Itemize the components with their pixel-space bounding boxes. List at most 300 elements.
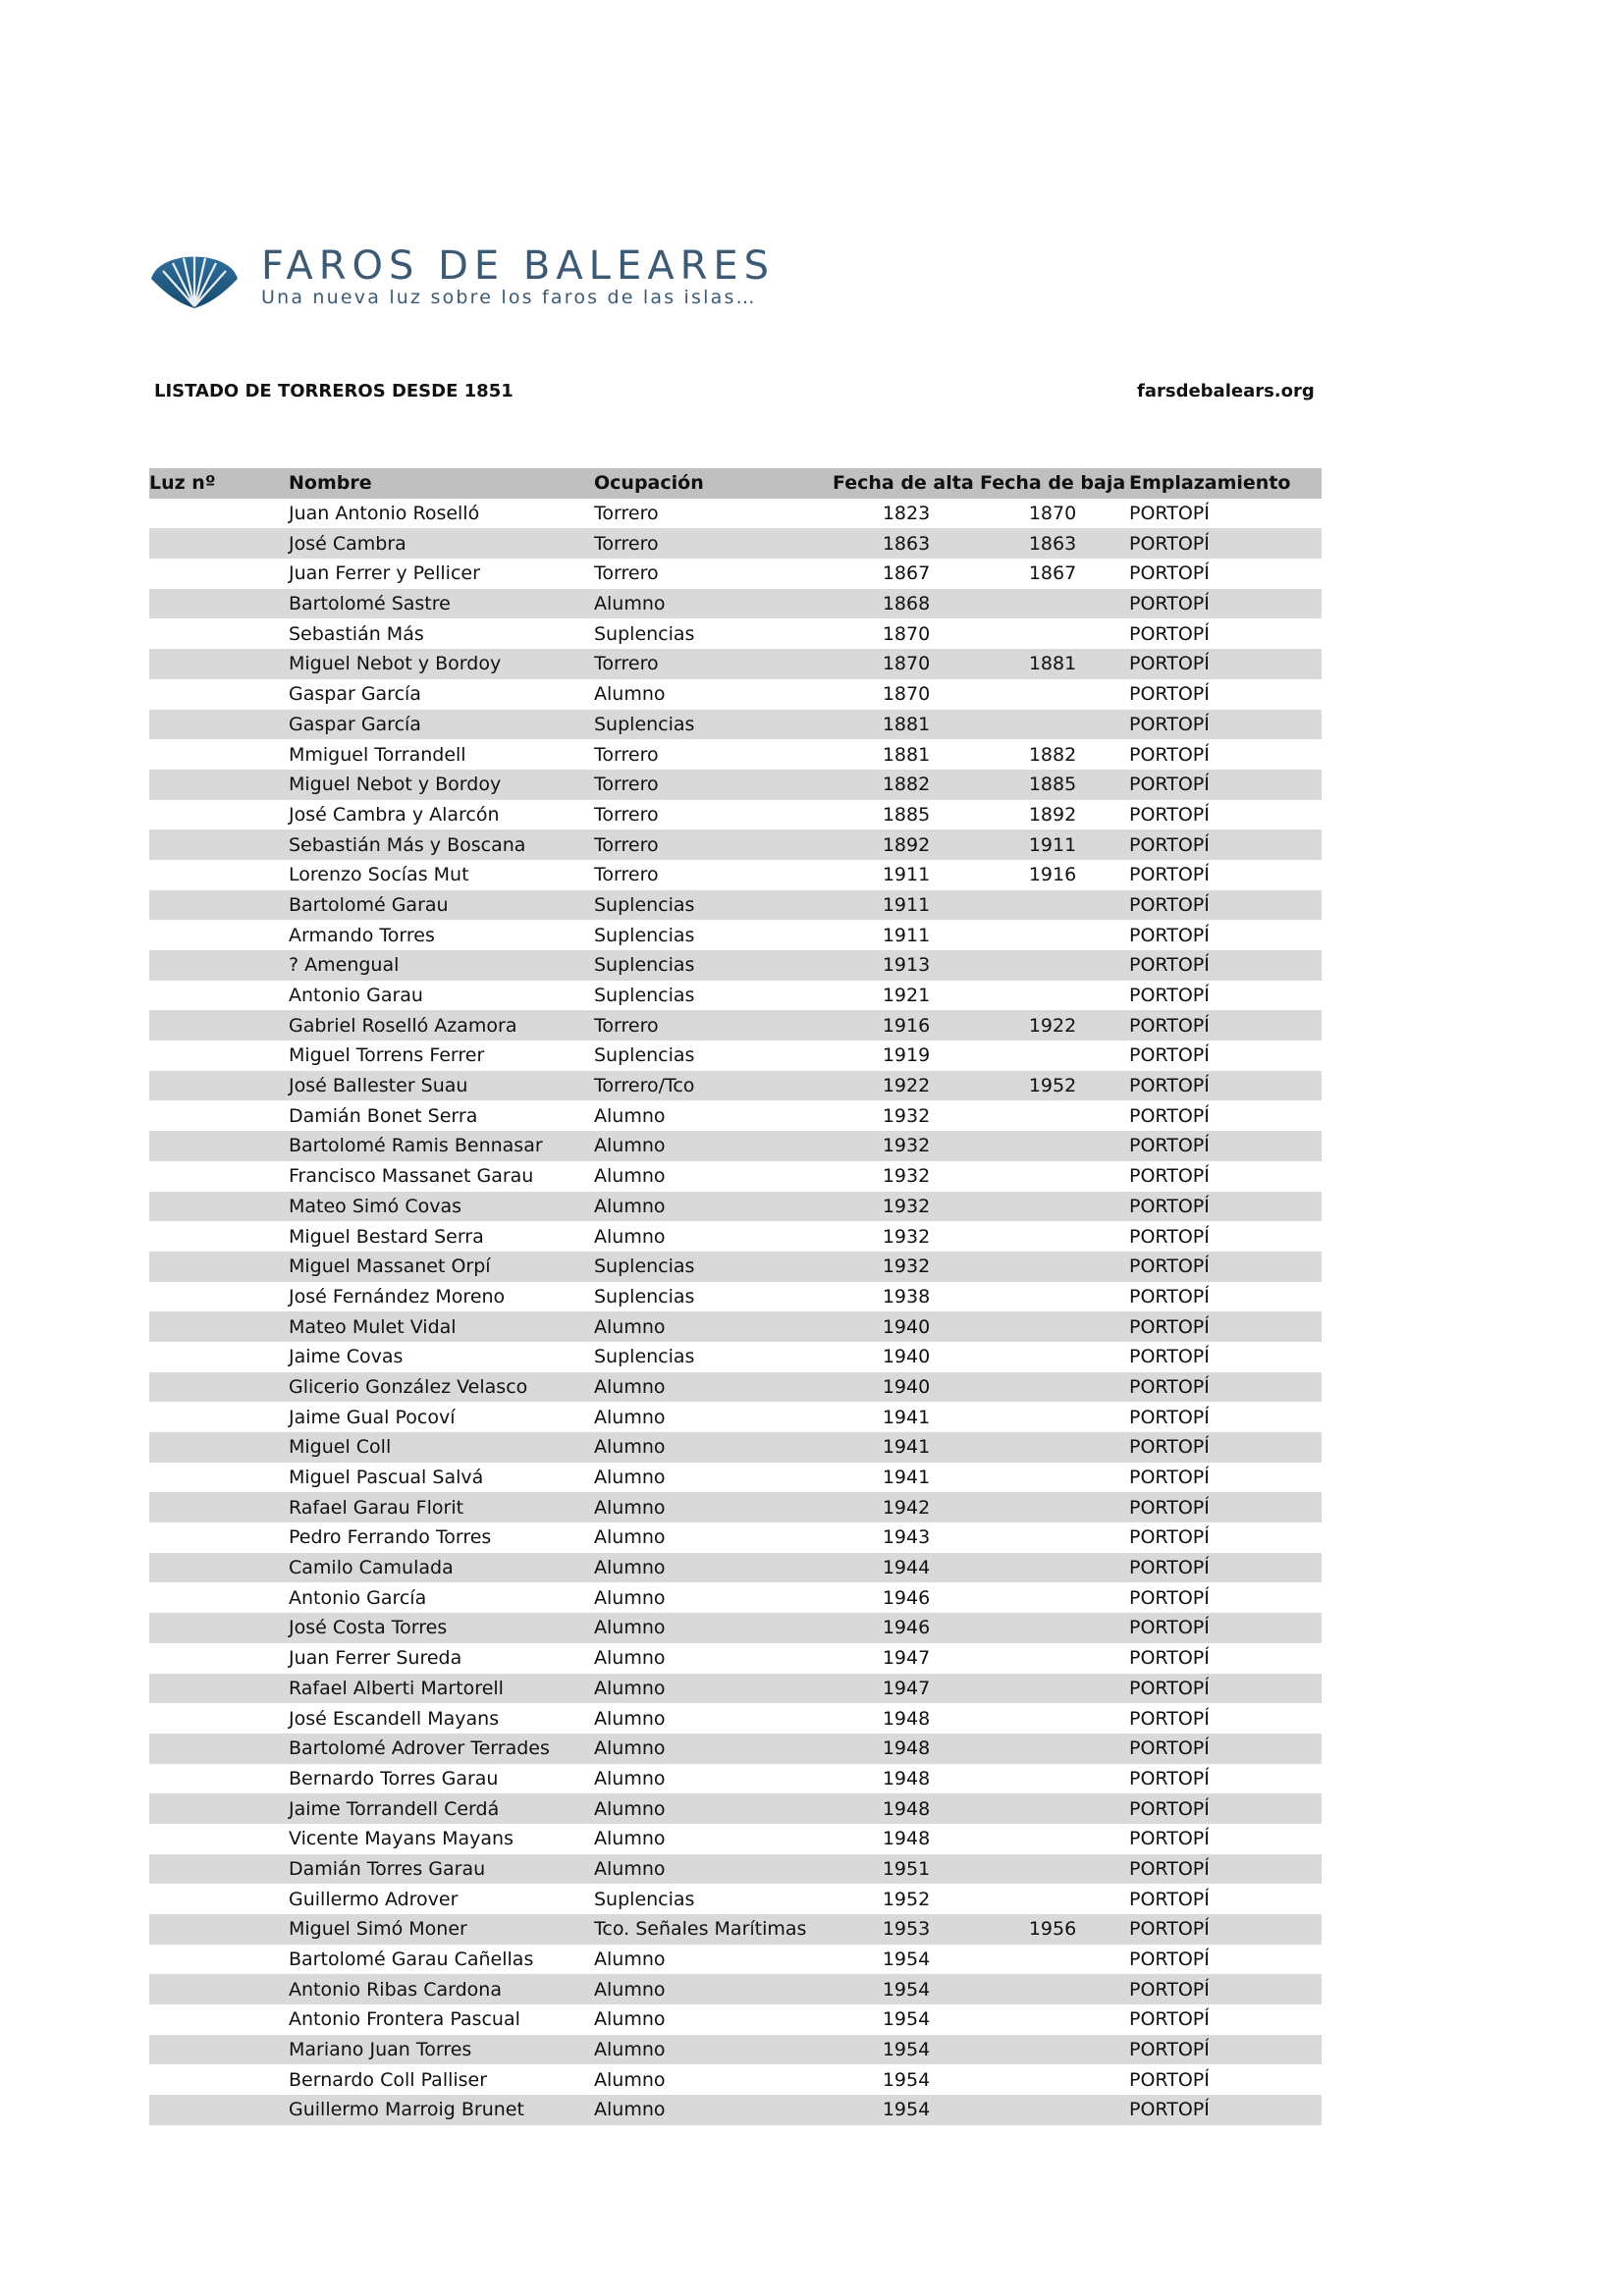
cell-ocupacion: Alumno [594,2099,666,2121]
cell-emplazamiento: PORTOPÍ [1129,1949,1210,1971]
table-row [149,1884,1322,1914]
cell-ocupacion: Alumno [594,2008,666,2031]
cell-ocupacion: Suplencias [594,954,695,977]
cell-nombre: Miguel Coll [289,1436,392,1459]
cell-fecha-alta: 1946 [882,1617,931,1639]
cell-ocupacion: Alumno [594,1978,666,2001]
cell-luz [149,829,285,860]
cell-ocupacion: Alumno [594,1526,666,1549]
table-body [149,499,1322,2125]
column-header-nombre: Nombre [289,472,372,495]
cell-nombre: Rafael Garau Florit [289,1496,464,1519]
cell-fecha-alta: 1941 [882,1436,931,1459]
cell-nombre: Antonio García [289,1586,427,1609]
cell-emplazamiento: PORTOPÍ [1129,593,1210,615]
cell-nombre: Gabriel Roselló Azamora [289,1014,517,1037]
cell-ocupacion: Alumno [594,1315,666,1338]
cell-ocupacion: Suplencias [594,893,695,916]
logo-tagline: Una nueva luz sobre los faros de las islas… [261,287,757,308]
cell-luz [149,1613,285,1643]
cell-nombre: Juan Ferrer Sureda [289,1647,462,1670]
cell-fecha-alta: 1870 [882,653,931,675]
table-row [149,1402,1322,1432]
cell-emplazamiento: PORTOPÍ [1129,1978,1210,2001]
cell-luz [149,1252,285,1282]
table-row [149,981,1322,1011]
cell-fecha-alta: 1941 [882,1467,931,1489]
cell-fecha-alta: 1954 [882,2008,931,2031]
table-row [149,2004,1322,2035]
cell-fecha-baja [980,1463,1125,1493]
table-row [149,1674,1322,1704]
cell-luz [149,739,285,770]
table-row [149,2064,1322,2095]
cell-ocupacion: Suplencias [594,622,695,645]
cell-fecha-baja [980,1613,1125,1643]
cell-emplazamiento: PORTOPÍ [1129,1617,1210,1639]
cell-nombre: Jaime Torrandell Cerdá [289,1797,500,1820]
cell-ocupacion: Alumno [594,1375,666,1398]
table-row [149,860,1322,890]
cell-ocupacion: Torrero [594,1014,659,1037]
cell-ocupacion: Alumno [594,683,666,706]
cell-fecha-baja [980,1282,1125,1312]
cell-emplazamiento: PORTOPÍ [1129,2039,1210,2061]
table-row [149,1311,1322,1342]
cell-ocupacion: Alumno [594,1586,666,1609]
cell-fecha-alta: 1881 [882,713,931,735]
cell-luz [149,890,285,921]
table-row [149,1221,1322,1252]
cell-luz [149,2004,285,2035]
cell-fecha-alta: 1932 [882,1225,931,1248]
cell-fecha-baja [980,1432,1125,1463]
cell-nombre: Rafael Alberti Martorell [289,1677,504,1699]
table-row [149,1492,1322,1522]
cell-emplazamiento: PORTOPÍ [1129,833,1210,856]
cell-fecha-alta: 1954 [882,2099,931,2121]
cell-nombre: José Costa Torres [289,1617,448,1639]
cell-fecha-alta: 1948 [882,1707,931,1730]
cell-emplazamiento: PORTOPÍ [1129,532,1210,555]
cell-luz [149,2095,285,2125]
cell-fecha-baja [980,1793,1125,1824]
cell-fecha-baja [980,1492,1125,1522]
cell-luz [149,1914,285,1945]
cell-emplazamiento: PORTOPÍ [1129,1737,1210,1760]
cell-fecha-baja [980,981,1125,1011]
cell-fecha-baja [980,1402,1125,1432]
cell-fecha-baja: 1911 [1028,833,1077,856]
cell-nombre: Pedro Ferrando Torres [289,1526,492,1549]
table-row [149,1252,1322,1282]
cell-fecha-alta: 1932 [882,1195,931,1217]
cell-emplazamiento: PORTOPÍ [1129,2008,1210,2031]
cell-fecha-baja [980,2064,1125,2095]
cell-emplazamiento: PORTOPÍ [1129,622,1210,645]
cell-fecha-baja: 1863 [1028,532,1077,555]
table-row [149,528,1322,559]
cell-fecha-baja: 1881 [1028,653,1077,675]
cell-nombre: Bernardo Coll Palliser [289,2068,488,2091]
cell-luz [149,559,285,589]
cell-nombre: Antonio Ribas Cardona [289,1978,502,2001]
cell-emplazamiento: PORTOPÍ [1129,1526,1210,1549]
cell-fecha-alta: 1916 [882,1014,931,1037]
cell-fecha-baja [980,1764,1125,1794]
document-title: LISTADO DE TORREROS DESDE 1851 [154,381,514,401]
cell-ocupacion: Alumno [594,1828,666,1850]
table-row [149,1522,1322,1553]
cell-fecha-baja: 1870 [1028,503,1077,525]
cell-emplazamiento: PORTOPÍ [1129,864,1210,886]
table-row [149,1764,1322,1794]
cell-fecha-baja [980,2095,1125,2125]
cell-fecha-baja [980,2004,1125,2035]
cell-emplazamiento: PORTOPÍ [1129,1195,1210,1217]
table-row [149,1010,1322,1041]
cell-nombre: Mateo Simó Covas [289,1195,462,1217]
cell-fecha-alta: 1911 [882,924,931,946]
cell-fecha-alta: 1823 [882,503,931,525]
cell-fecha-baja [980,1372,1125,1403]
cell-luz [149,1854,285,1885]
cell-emplazamiento: PORTOPÍ [1129,1857,1210,1880]
table-row [149,1282,1322,1312]
table-row [149,589,1322,619]
table-row [149,1131,1322,1161]
cell-fecha-alta: 1954 [882,2039,931,2061]
cell-fecha-baja [980,950,1125,981]
cell-emplazamiento: PORTOPÍ [1129,713,1210,735]
cell-fecha-alta: 1919 [882,1044,931,1067]
table-row [149,800,1322,830]
cell-fecha-alta: 1940 [882,1315,931,1338]
table-row [149,920,1322,950]
cell-fecha-alta: 1870 [882,622,931,645]
cell-fecha-alta: 1881 [882,743,931,766]
cell-emplazamiento: PORTOPÍ [1129,1888,1210,1910]
cell-luz [149,1824,285,1854]
cell-fecha-alta: 1940 [882,1346,931,1368]
cell-fecha-baja [980,589,1125,619]
cell-luz [149,1492,285,1522]
cell-ocupacion: Alumno [594,1467,666,1489]
cell-nombre: Bartolomé Adrover Terrades [289,1737,550,1760]
table-row [149,1342,1322,1372]
cell-ocupacion: Alumno [594,1707,666,1730]
cell-luz [149,679,285,710]
cell-fecha-baja [980,1221,1125,1252]
cell-fecha-alta: 1944 [882,1557,931,1579]
cell-fecha-baja [980,1643,1125,1674]
column-header-emplazamiento: Emplazamiento [1129,472,1291,495]
cell-ocupacion: Alumno [594,1617,666,1639]
cell-emplazamiento: PORTOPÍ [1129,503,1210,525]
cell-nombre: Bartolomé Ramis Bennasar [289,1135,543,1157]
cell-luz [149,1945,285,1975]
cell-emplazamiento: PORTOPÍ [1129,1285,1210,1308]
cell-fecha-baja: 1922 [1028,1014,1077,1037]
cell-luz [149,1764,285,1794]
cell-fecha-baja [980,1522,1125,1553]
cell-emplazamiento: PORTOPÍ [1129,562,1210,585]
cell-emplazamiento: PORTOPÍ [1129,1467,1210,1489]
cell-luz [149,1041,285,1071]
cell-fecha-alta: 1948 [882,1767,931,1789]
table-row [149,1463,1322,1493]
cell-ocupacion: Alumno [594,1406,666,1428]
cell-emplazamiento: PORTOPÍ [1129,1828,1210,1850]
cell-fecha-alta: 1954 [882,1978,931,2001]
cell-fecha-alta: 1932 [882,1104,931,1127]
cell-emplazamiento: PORTOPÍ [1129,1707,1210,1730]
cell-nombre: Damián Bonet Serra [289,1104,478,1127]
cell-fecha-alta: 1921 [882,985,931,1007]
cell-ocupacion: Alumno [594,2039,666,2061]
cell-luz [149,710,285,740]
cell-emplazamiento: PORTOPÍ [1129,774,1210,796]
cell-fecha-alta: 1946 [882,1586,931,1609]
cell-fecha-alta: 1932 [882,1135,931,1157]
table-row [149,739,1322,770]
cell-nombre: Bartolomé Sastre [289,593,451,615]
cell-luz [149,1582,285,1613]
table-row [149,950,1322,981]
cell-emplazamiento: PORTOPÍ [1129,1797,1210,1820]
cell-fecha-baja: 1867 [1028,562,1077,585]
table-row [149,1643,1322,1674]
cell-fecha-alta: 1948 [882,1828,931,1850]
cell-ocupacion: Alumno [594,1647,666,1670]
cell-luz [149,2035,285,2065]
cell-ocupacion: Alumno [594,1496,666,1519]
table-row [149,679,1322,710]
cell-ocupacion: Torrero [594,864,659,886]
cell-nombre: Gaspar García [289,683,421,706]
table-row [149,1372,1322,1403]
cell-luz [149,1282,285,1312]
cell-luz [149,1221,285,1252]
cell-emplazamiento: PORTOPÍ [1129,1135,1210,1157]
cell-fecha-baja [980,2035,1125,2065]
cell-nombre: Gaspar García [289,713,421,735]
cell-ocupacion: Alumno [594,1135,666,1157]
table-row [149,1793,1322,1824]
cell-ocupacion: Alumno [594,1225,666,1248]
cell-fecha-baja [980,1884,1125,1914]
cell-ocupacion: Alumno [594,1165,666,1188]
cell-nombre: Lorenzo Socías Mut [289,864,469,886]
cell-luz [149,1734,285,1764]
cell-nombre: José Fernández Moreno [289,1285,506,1308]
cell-ocupacion: Suplencias [594,1346,695,1368]
logo-title: FAROS DE BALEARES [261,243,776,289]
cell-emplazamiento: PORTOPÍ [1129,1918,1210,1941]
cell-fecha-baja [980,1252,1125,1282]
cell-nombre: Jaime Gual Pocoví [289,1406,456,1428]
cell-fecha-baja [980,1854,1125,1885]
cell-luz [149,1131,285,1161]
cell-ocupacion: Alumno [594,1104,666,1127]
cell-ocupacion: Torrero [594,833,659,856]
cell-nombre: Juan Ferrer y Pellicer [289,562,480,585]
cell-fecha-baja: 1882 [1028,743,1077,766]
cell-emplazamiento: PORTOPÍ [1129,2099,1210,2121]
cell-emplazamiento: PORTOPÍ [1129,1255,1210,1278]
cell-nombre: Camilo Camulada [289,1557,454,1579]
cell-luz [149,618,285,649]
cell-fecha-alta: 1954 [882,2068,931,2091]
cell-fecha-alta: 1932 [882,1165,931,1188]
table-row [149,1824,1322,1854]
cell-ocupacion: Suplencias [594,924,695,946]
cell-ocupacion: Alumno [594,1195,666,1217]
table-row [149,1161,1322,1192]
table-row [149,1432,1322,1463]
cell-ocupacion: Suplencias [594,713,695,735]
cell-fecha-baja [980,1342,1125,1372]
cell-ocupacion: Suplencias [594,1285,695,1308]
cell-luz [149,1553,285,1583]
cell-fecha-alta: 1868 [882,593,931,615]
cell-fecha-baja [980,1945,1125,1975]
table-row [149,710,1322,740]
cell-ocupacion: Torrero [594,562,659,585]
cell-ocupacion: Alumno [594,593,666,615]
cell-nombre: Armando Torres [289,924,435,946]
cell-nombre: Jaime Covas [289,1346,404,1368]
cell-emplazamiento: PORTOPÍ [1129,683,1210,706]
cell-fecha-alta: 1932 [882,1255,931,1278]
cell-nombre: Bartolomé Garau Cañellas [289,1949,534,1971]
table-row [149,1041,1322,1071]
cell-luz [149,1463,285,1493]
cell-luz [149,1884,285,1914]
cell-luz [149,499,285,529]
cell-ocupacion: Torrero [594,532,659,555]
cell-nombre: José Escandell Mayans [289,1707,500,1730]
cell-fecha-baja: 1956 [1028,1918,1077,1941]
cell-fecha-alta: 1938 [882,1285,931,1308]
cell-emplazamiento: PORTOPÍ [1129,1677,1210,1699]
cell-luz [149,1010,285,1041]
cell-fecha-baja [980,1161,1125,1192]
cell-fecha-alta: 1870 [882,683,931,706]
table-row [149,770,1322,800]
table-row [149,2095,1322,2125]
cell-fecha-baja [980,1582,1125,1613]
cell-emplazamiento: PORTOPÍ [1129,1586,1210,1609]
cell-nombre: ? Amengual [289,954,400,977]
cell-fecha-baja [980,1703,1125,1734]
cell-ocupacion: Suplencias [594,1888,695,1910]
cell-fecha-alta: 1911 [882,893,931,916]
cell-fecha-baja: 1892 [1028,803,1077,826]
cell-luz [149,1100,285,1131]
table-row [149,1854,1322,1885]
cell-ocupacion: Torrero [594,743,659,766]
cell-nombre: Francisco Massanet Garau [289,1165,534,1188]
cell-fecha-alta: 1941 [882,1406,931,1428]
cell-fecha-alta: 1952 [882,1888,931,1910]
cell-ocupacion: Alumno [594,1797,666,1820]
cell-ocupacion: Torrero [594,503,659,525]
cell-nombre: Vicente Mayans Mayans [289,1828,514,1850]
table-row [149,1071,1322,1101]
table-row [149,1553,1322,1583]
cell-luz [149,1192,285,1222]
cell-emplazamiento: PORTOPÍ [1129,1104,1210,1127]
cell-emplazamiento: PORTOPÍ [1129,1375,1210,1398]
table-row [149,1703,1322,1734]
table-row [149,1734,1322,1764]
cell-luz [149,860,285,890]
cell-fecha-alta: 1948 [882,1797,931,1820]
cell-nombre: Miguel Nebot y Bordoy [289,774,502,796]
cell-luz [149,1793,285,1824]
cell-fecha-alta: 1948 [882,1737,931,1760]
cell-fecha-alta: 1882 [882,774,931,796]
table-row [149,2035,1322,2065]
cell-nombre: Antonio Garau [289,985,423,1007]
table-row [149,1914,1322,1945]
table-row [149,1974,1322,2004]
cell-nombre: Glicerio González Velasco [289,1375,528,1398]
cell-fecha-alta: 1940 [882,1375,931,1398]
cell-fecha-alta: 1922 [882,1075,931,1097]
cell-emplazamiento: PORTOPÍ [1129,803,1210,826]
cell-fecha-alta: 1867 [882,562,931,585]
cell-nombre: Miguel Pascual Salvá [289,1467,484,1489]
cell-luz [149,770,285,800]
cell-fecha-alta: 1947 [882,1647,931,1670]
cell-fecha-baja [980,1974,1125,2004]
cell-ocupacion: Torrero [594,653,659,675]
cell-luz [149,1372,285,1403]
cell-nombre: Antonio Frontera Pascual [289,2008,520,2031]
cell-nombre: Miguel Torrens Ferrer [289,1044,485,1067]
cell-fecha-baja: 1952 [1028,1075,1077,1097]
cell-fecha-alta: 1942 [882,1496,931,1519]
cell-ocupacion: Suplencias [594,985,695,1007]
table-row [149,829,1322,860]
cell-fecha-baja [980,920,1125,950]
cell-emplazamiento: PORTOPÍ [1129,1044,1210,1067]
cell-luz [149,1311,285,1342]
cell-nombre: Guillermo Adrover [289,1888,459,1910]
cell-emplazamiento: PORTOPÍ [1129,1315,1210,1338]
cell-luz [149,1161,285,1192]
cell-fecha-baja [980,1131,1125,1161]
table-row [149,1945,1322,1975]
cell-luz [149,950,285,981]
cell-fecha-baja [980,1674,1125,1704]
cell-ocupacion: Torrero [594,774,659,796]
keepers-table [149,468,1322,2125]
cell-nombre: Miguel Simó Moner [289,1918,467,1941]
cell-luz [149,1071,285,1101]
cell-emplazamiento: PORTOPÍ [1129,1225,1210,1248]
cell-fecha-alta: 1947 [882,1677,931,1699]
cell-luz [149,649,285,679]
cell-ocupacion: Suplencias [594,1044,695,1067]
cell-emplazamiento: PORTOPÍ [1129,1406,1210,1428]
cell-luz [149,1432,285,1463]
column-header-fecha-baja: Fecha de baja [980,472,1125,495]
cell-ocupacion: Alumno [594,1767,666,1789]
cell-emplazamiento: PORTOPÍ [1129,1436,1210,1459]
